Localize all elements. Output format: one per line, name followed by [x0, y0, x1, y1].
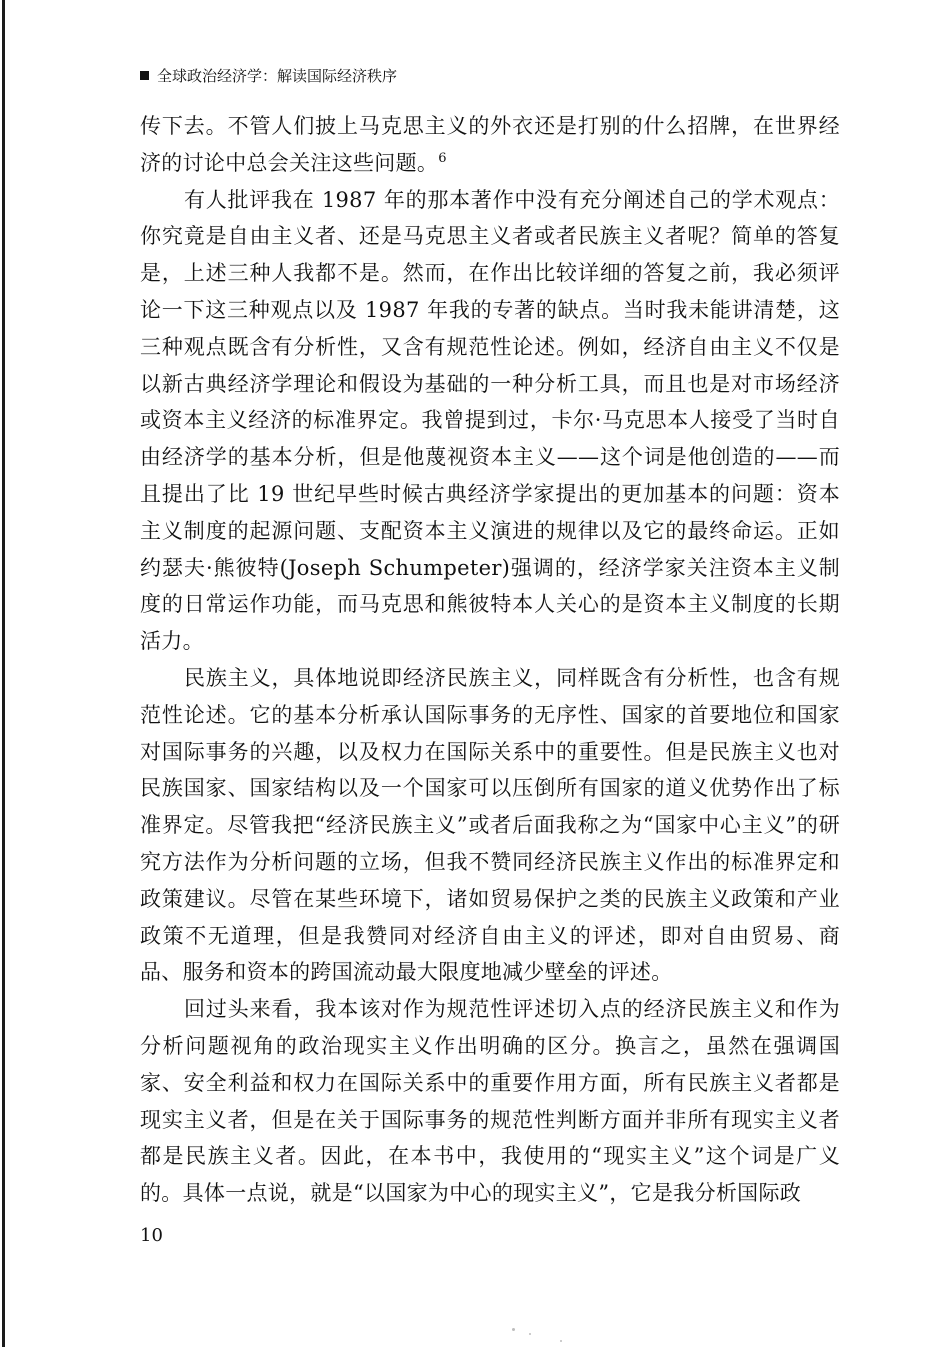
header-square-icon: [140, 71, 149, 80]
paragraph-1: [140, 108, 840, 182]
page-number: 10: [140, 1225, 163, 1246]
body-text: [140, 108, 840, 1212]
scan-speck: [560, 1340, 562, 1342]
paragraph-1-text: 传下去。不管人们披上马克思主义的外衣还是打别的什么招牌，在世界经济的讨论中总会关注这些问题。: [140, 114, 840, 175]
footnote-marker[interactable]: 6: [438, 150, 447, 166]
paragraph-2: 有人批评我在 1987 年的那本著作中没有充分阐述自己的学术观点：你究竟是自由主义者、还是马克思主义者或者民族主义者呢？简单的答复是，上述三种人我都不是。然而，在作出比较详细的答复之前，我必须评论一下这三种观点以及 1987 年我的专著的缺点。当时我未能讲清楚，这三种观点既含有分析性，又含有规范性论述。例如，经济自由主义不仅是以新古典经济学理论和假设为基础的一种分析工具，而且也是对市场经济或资本主义经济的标准界定。我曾提到过，卡尔·马克思本人接受了当时自由经济学的基本分析，但是他蔑视资本主义——这个词是他创造的——而且提出了比 19 世纪早些时候古典经济学家提出的更加基本的问题：资本主义制度的起源问题、支配资本主义演进的规律以及它的最终命运。正如约瑟夫·熊彼特(Joseph Schumpeter)强调的，经济学家关注资本主义制度的日常运作功能，而马克思和熊彼特本人关心的是资本主义制度的长期活力。: [140, 187, 840, 654]
scan-edge-shadow: [2, 0, 5, 1347]
scan-speck: [529, 1333, 531, 1335]
scan-speck: [512, 1328, 515, 1331]
running-title: 全球政治经济学：解读国际经济秩序: [157, 67, 398, 85]
paragraph-4: 回过头来看，我本该对作为规范性评述切入点的经济民族主义和作为分析问题视角的政治现实主义作出明确的区分。换言之，虽然在强调国家、安全利益和权力在国际关系中的重要作用方面，所有民族主义者都是现实主义者，但是在关于国际事务的规范性判断方面并非所有现实主义者都是民族主义者。因此，在本书中，我使用的“现实主义”这个词是广义的。具体一点说，就是“以国家为中心的现实主义”，它是我分析国际政: [140, 997, 840, 1206]
running-header: [140, 66, 397, 86]
paragraph-3: 民族主义，具体地说即经济民族主义，同样既含有分析性，也含有规范性论述。它的基本分析承认国际事务的无序性、国家的首要地位和国家对国际事务的兴趣，以及权力在国际关系中的重要性。但是民族主义也对民族国家、国家结构以及一个国家可以压倒所有国家的道义优势作出了标准界定。尽管我把“经济民族主义”或者后面我称之为“国家中心主义”的研究方法作为分析问题的立场，但我不赞同经济民族主义作出的标准界定和政策建议。尽管在某些环境下，诸如贸易保护之类的民族主义政策和产业政策不无道理，但是我赞同对经济自由主义的评述，即对自由贸易、商品、服务和资本的跨国流动最大限度地减少壁垒的评述。: [140, 665, 840, 985]
